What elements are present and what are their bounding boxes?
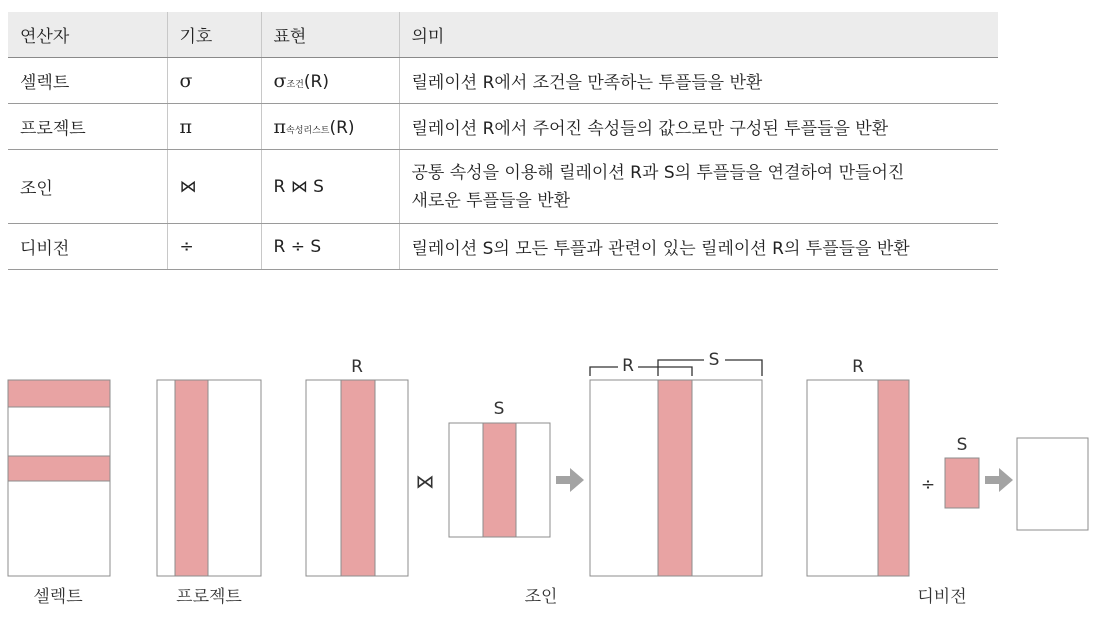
join-attribute xyxy=(341,380,375,576)
expr-main: π xyxy=(273,115,286,138)
operator-name: 프로젝트 xyxy=(8,104,167,150)
operator-expression: R ⋈ S xyxy=(261,150,399,224)
operator-name: 셀렉트 xyxy=(8,58,167,104)
s-bracket xyxy=(658,360,704,376)
operator-meaning xyxy=(399,150,998,224)
join-diagram xyxy=(306,350,762,607)
expr-subscript: 속성리스트 xyxy=(286,125,330,136)
meaning-line: 새로운 투플들을 반환 xyxy=(411,190,571,211)
operator-name: 디비전 xyxy=(8,224,167,270)
table-row-project xyxy=(8,104,998,150)
relation-s-label: S xyxy=(493,399,505,419)
relation-s-label: S xyxy=(956,435,968,455)
join-label: 조인 xyxy=(524,587,558,607)
header-expression: 표현 xyxy=(261,12,399,58)
division-symbol: ÷ xyxy=(920,475,936,495)
meaning-line: 공통 속성을 이용해 릴레이션 R과 S의 투플들을 연결하여 만들어진 xyxy=(411,162,905,183)
operator-meaning: 릴레이션 S의 모든 투플과 관련이 있는 릴레이션 R의 투플들을 반환 xyxy=(399,224,998,270)
operator-symbol: π xyxy=(167,104,261,150)
header-operator: 연산자 xyxy=(8,12,167,58)
relation-s-box xyxy=(945,458,979,508)
relational-operators-table xyxy=(8,12,998,270)
division-diagram xyxy=(807,357,1088,607)
division-label: 디비전 xyxy=(917,587,967,607)
operator-symbol: ÷ xyxy=(167,224,261,270)
table-row-join xyxy=(8,150,998,224)
operator-meaning: 릴레이션 R에서 조건을 만족하는 투플들을 반환 xyxy=(399,58,998,104)
table-header-row xyxy=(8,12,998,58)
arrow-right-icon xyxy=(985,468,1013,492)
operator-symbol: ⋈ xyxy=(167,150,261,224)
table-row-division xyxy=(8,224,998,270)
division-result-box xyxy=(1017,438,1088,530)
operator-expression: R ÷ S xyxy=(261,224,399,270)
result-r-label: R xyxy=(622,356,634,376)
expr-subscript: 조건 xyxy=(286,79,304,90)
operator-name: 조인 xyxy=(8,150,167,224)
header-meaning: 의미 xyxy=(399,12,998,58)
operator-expression xyxy=(261,58,399,104)
operators-diagram xyxy=(0,340,1113,620)
expr-tail: (R) xyxy=(329,117,355,138)
relation-r-label: R xyxy=(351,357,363,377)
division-attribute xyxy=(878,380,909,576)
select-diagram xyxy=(8,380,110,607)
selected-tuple xyxy=(8,456,110,481)
expr-tail: (R) xyxy=(303,71,329,92)
s-bracket xyxy=(725,360,762,376)
join-symbol: ⋈ xyxy=(415,471,435,493)
r-bracket xyxy=(590,367,618,376)
projected-attribute xyxy=(175,380,208,576)
relation-r-label: R xyxy=(852,357,864,377)
operator-meaning: 릴레이션 R에서 주어진 속성들의 값으로만 구성된 투플들을 반환 xyxy=(399,104,998,150)
select-label: 셀렉트 xyxy=(33,587,83,607)
operator-symbol: σ xyxy=(167,58,261,104)
arrow-right-icon xyxy=(556,468,584,492)
relation-box xyxy=(157,380,261,576)
result-s-label: S xyxy=(708,350,720,370)
r-bracket xyxy=(638,367,692,376)
selected-tuple xyxy=(8,380,110,407)
header-symbol: 기호 xyxy=(167,12,261,58)
project-label: 프로젝트 xyxy=(176,587,242,607)
table-row-select xyxy=(8,58,998,104)
operator-expression xyxy=(261,104,399,150)
join-attribute xyxy=(658,380,692,576)
project-diagram xyxy=(157,380,261,607)
expr-main: σ xyxy=(273,69,287,92)
join-attribute xyxy=(483,423,516,537)
